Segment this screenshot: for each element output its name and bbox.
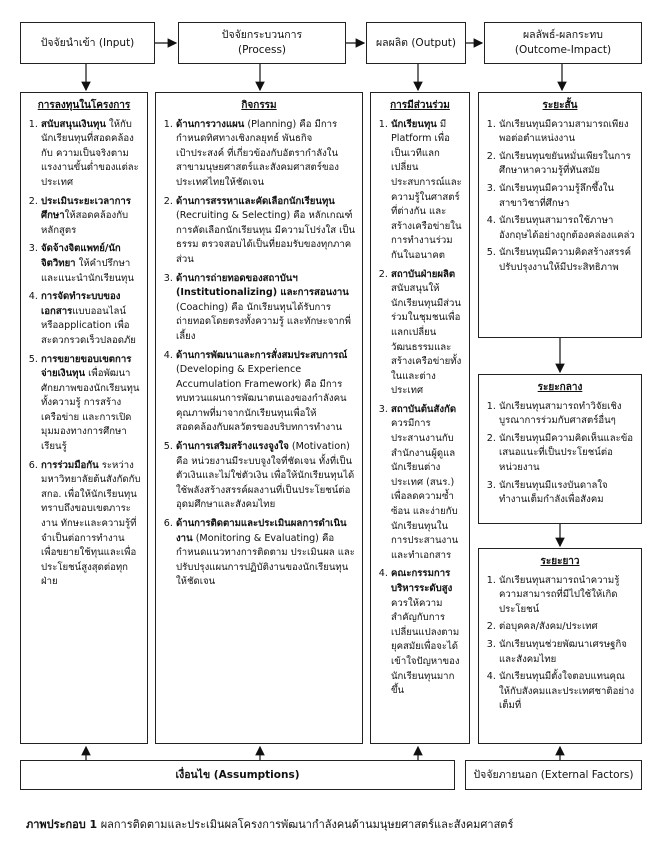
list-item: 6. ด้านการติดตามและประเมินผลการดำเนินงาน (Monitoring & Evaluating) คือ กำหนดแนวทางการติดตาม ประเมินผล และปรับปรุงแผนการปฏิบัติงานของนักเรียนทุนให้ชัดเจน: [176, 517, 356, 590]
list-item: 2. ต่อบุคคล/สังคม/ประเทศ: [499, 620, 635, 635]
external-factors-box: [465, 760, 642, 790]
assumptions-label: เงื่อนไข (Assumptions): [175, 768, 300, 781]
list-item: 5. การขยายขอบเขตการจ่ายเงินทุน เพื่อพัฒนาศักยภาพของนักเรียนทุนทั้งความรู้ การสร้างเครือข่าย และการเปิดมุมมองทางการศึกษาเรียนรู้: [41, 353, 141, 455]
list-item: 1. นักเรียนทุนมีความสามารถเพียงพอต่อตำแหน่งงาน: [499, 118, 635, 147]
caption-text: ผลการติดตามและประเมินผลโครงการพัฒนากำลังคนด้านมนุษยศาสตร์และสังคมศาสตร์: [97, 818, 514, 831]
list-item: 5. นักเรียนทุนมีความคิดสร้างสรรค์ปรับปรุงงานให้มีประสิทธิภาพ: [499, 246, 635, 275]
process-column: [155, 92, 363, 744]
list-item: 3. สถาบันต้นสังกัด ควรมีการประสานงานกับสำนักงานผู้ดูแลนักเรียนต่างประเทศ (สนร.) เพื่อลดความซ้ำซ้อน และง่ายกับนักเรียนทุนในการประสานงานและทำเอกสาร: [391, 403, 463, 564]
list-item: 1. นักเรียนทุน มี Platform เพื่อเป็นเวทีแลกเปลี่ยนประสบการณ์และความรู้ในศาสตร์ที่ต่างกัน และสร้างเครือข่ายในการทำงานร่วมกันในอนาคต: [391, 118, 463, 264]
list-item: 4. ด้านการพัฒนาและการสั่งสมประสบการณ์ (Developing & Experience Accumulation Framework) คือ มีการทบทวนแผนการพัฒนาตนเองของกำลังคนคุณภาพที่มาจากนักเรียนทุนเพื่อให้สอดคล้องกับผลวัตรของบริบทการทำงาน: [176, 349, 356, 437]
list-item: 1. ด้านการวางแผน (Planning) คือ มีการกำหนดทิศทางเชิงกลยุทธ์ พันธกิจ เป้าประสงค์ ที่เกี่ยวข้องกับอัตรากำลังในสาขามนุษยศาสตร์และสังคมศาสตร์ของประเทศไทยให้ชัดเจน: [176, 118, 356, 191]
process-column-title: กิจกรรม: [241, 100, 277, 111]
list-item: 1. นักเรียนทุนสามารถทำวิจัยเชิงบูรณาการร่วมกับศาสตร์อื่นๆ: [499, 400, 635, 429]
list-item: 6. การร่วมมือกัน ระหว่างมหาวิทยาลัยต้นสังกัดกับ สกอ. เพื่อให้นักเรียนทุนทราบถึงขอบเขตภาระงาน ทักษะและความรู้ที่จำเป็นต่อการทำงาน เพื่อขยายใช้ทุนและเพื่อประโยชน์สูงสุดต่อทุกฝ่าย: [41, 459, 141, 590]
output-header: [366, 22, 466, 64]
outcome-header: [484, 22, 642, 64]
caption-label: ภาพประกอบ 1: [26, 818, 98, 831]
list-item: 2. ประเมินระยะเวลาการศึกษาให้สอดคล้องกับหลักสูตร: [41, 195, 141, 239]
short-term-box: [478, 92, 642, 338]
list-item: 3. ด้านการถ่ายทอดของสถาบันฯ (Institutionalizing) และการสอนงาน (Coaching) คือ นักเรียนทุนได้รับการถ่ายทอดโดยตรงทั้งความรู้ และทักษะจากพี่เลี้ยง: [176, 272, 356, 345]
process-header: [178, 22, 346, 64]
assumptions-box: [20, 760, 455, 790]
list-item: 3. นักเรียนทุนมีความรู้ลึกซึ้งในสาขาวิชาที่ศึกษา: [499, 182, 635, 211]
list-item: 1. สนับสนุนเงินทุน ให้กับนักเรียนทุนที่สอดคล้องกับ ความเป็นจริงตามแรงงานขั้นต่ำของแต่ละประเทศ: [41, 118, 141, 191]
external-factors-label: ปัจจัยภายนอก (External Factors): [473, 768, 634, 781]
input-header-label: ปัจจัยนำเข้า (Input): [40, 36, 135, 49]
list-item: 3. นักเรียนทุนช่วยพัฒนาเศรษฐกิจและสังคมไทย: [499, 638, 635, 667]
list-item: 2. นักเรียนทุนขยันหมั่นเพียรในการศึกษาหาความรู้ที่ทันสมัย: [499, 150, 635, 179]
list-item: 4. นักเรียนทุนสามารถใช้ภาษาอังกฤษได้อย่างถูกต้องคล่องแคล่ว: [499, 214, 635, 243]
list-item: 3. นักเรียนทุนมีแรงบันดาลใจทำงานเต็มกำลังเพื่อสังคม: [499, 479, 635, 508]
list-item: 5. ด้านการเสริมสร้างแรงจูงใจ (Motivation) คือ หน่วยงานมีระบบจูงใจที่ชัดเจน ทั้งที่เป็นตัวเงินและไม่ใช่ตัวเงิน เพื่อให้นักเรียนทุนได้ใช้พลังสร้างสรรค์ผลงานที่เป็นประโยชน์ต่ออุดมศึกษาและสังคมไทย: [176, 440, 356, 513]
process-header-line2: (Process): [237, 44, 287, 56]
process-header-line1: ปัจจัยกระบวนการ: [221, 29, 303, 41]
list-item: 4. การจัดทำระบบของเอกสารแบบออนไลน์หรือapplication เพื่อสะดวกรวดเร็วปลอดภัย: [41, 290, 141, 348]
outcome-header-line2: (Outcome-Impact): [514, 44, 612, 56]
output-column: [370, 92, 470, 744]
long-term-title: ระยะยาว: [540, 556, 580, 567]
list-item: 4. นักเรียนทุนมีตั้งใจตอบแทนคุณให้กับสังคมและประเทศชาติอย่างเต็มที่: [499, 670, 635, 714]
output-header-label: ผลผลิต (Output): [376, 36, 456, 49]
long-term-box: [478, 548, 642, 744]
list-item: 2. สถาบันฝ่ายผลิต สนับสนุนให้นักเรียนทุนมีส่วนร่วมในชุมชนเพื่อแลกเปลี่ยนวัฒนธรรมและสร้างเครือข่ายทั้งในและต่างประเทศ: [391, 268, 463, 399]
input-column: [20, 92, 148, 744]
list-item: 2. ด้านการสรรหาและคัดเลือกนักเรียนทุน (Recruiting & Selecting) คือ หลักเกณฑ์การคัดเลือกนักเรียนทุน มีความโปร่งใส เป็นธรรม ตรวจสอบได้เป็นที่ยอมรับของทุกภาคส่วน: [176, 195, 356, 268]
figure-caption: [26, 815, 513, 833]
outcome-header-line1: ผลลัพธ์-ผลกระทบ: [523, 29, 603, 41]
list-item: 4. คณะกรรมการบริหารระดับสูง ควรให้ความสำคัญกับการเปลี่ยนแปลงตามยุคสมัยเพื่อจะได้เข้าใจปัญหาของนักเรียนทุนมากขึ้น: [391, 567, 463, 698]
list-item: 1. นักเรียนทุนสามารถนำความรู้ความสามารถที่มีไปใช้ให้เกิดประโยชน์: [499, 574, 635, 618]
mid-term-box: [478, 374, 642, 524]
output-column-title: การมีส่วนร่วม: [390, 100, 450, 111]
mid-term-title: ระยะกลาง: [537, 382, 583, 393]
list-item: 2. นักเรียนทุนมีความคิดเห็นและข้อ เสนอแนะที่เป็นประโยชน์ต่อหน่วยงาน: [499, 432, 635, 476]
short-term-title: ระยะสั้น: [542, 100, 578, 111]
list-item: 3. จัดจ้างจิตแพทย์/นักจิตวิทยา ให้คำปรึกษาและแนะนำนักเรียนทุน: [41, 242, 141, 286]
input-header: [20, 22, 155, 64]
input-column-title: การลงทุนในโครงการ: [37, 100, 131, 111]
